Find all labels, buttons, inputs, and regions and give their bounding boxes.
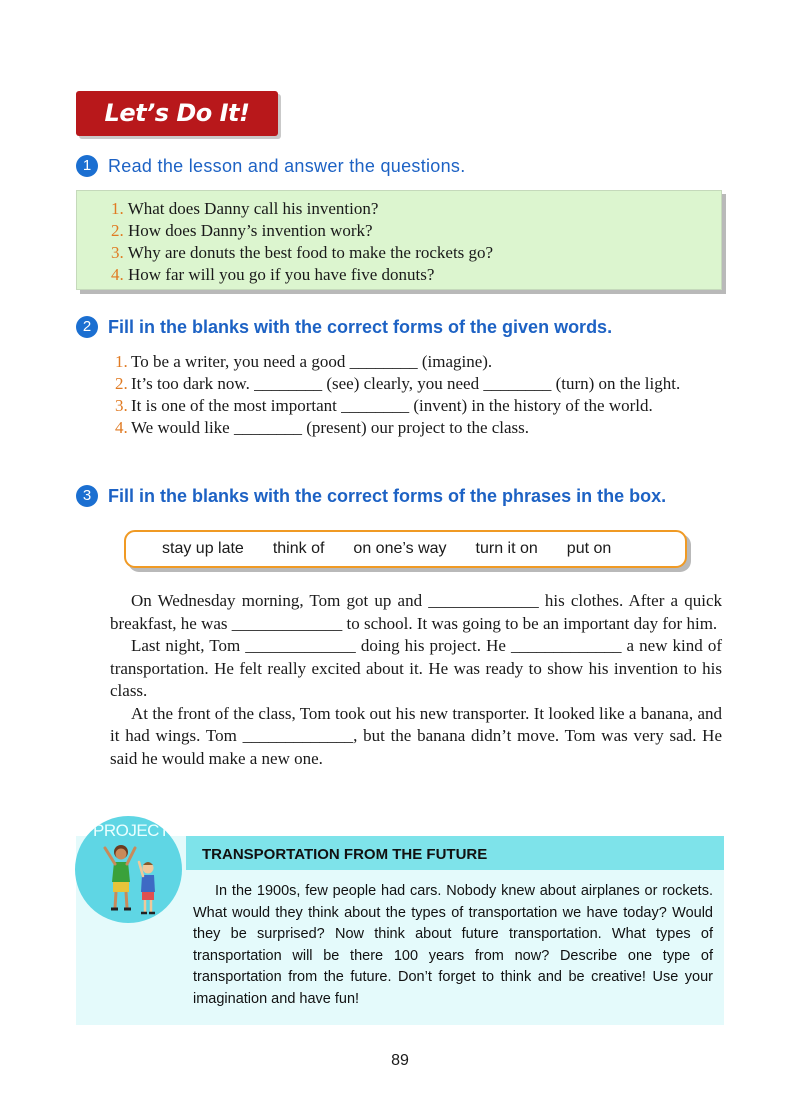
project-body bbox=[193, 881, 713, 1010]
list-item bbox=[115, 351, 725, 373]
question-text: Why are donuts the best food to make the rockets go? bbox=[127, 243, 494, 262]
exercise-2-header bbox=[76, 316, 612, 338]
exercise-2-instruction: Fill in the blanks with the correct forms of the given words. bbox=[108, 316, 613, 337]
exercise-3-instruction: Fill in the blanks with the correct forms of the phrases in the box. bbox=[108, 485, 667, 506]
list-item bbox=[115, 417, 725, 439]
exercise-3-header bbox=[76, 485, 666, 507]
question-text: How far will you go if you have five donuts? bbox=[128, 265, 435, 284]
story-paragraph: On Wednesday morning, Tom got up and _____________ his clothes. After a quick breakfast, he was _____________ to school. It was going to be an important day for him. bbox=[110, 591, 722, 633]
phrase-item: put on bbox=[566, 540, 612, 557]
question-number: 2. bbox=[111, 221, 124, 240]
exercise-1-instruction: Read the lesson and answer the questions. bbox=[108, 155, 466, 176]
item-text: It is one of the most important ________ (invent) in the history of the world. bbox=[131, 396, 653, 415]
phrase-item: on one’s way bbox=[353, 540, 447, 557]
exercise-1-header bbox=[76, 155, 466, 177]
phrase-item: think of bbox=[272, 540, 325, 557]
exercise-2-list bbox=[115, 351, 725, 439]
question-box bbox=[76, 190, 722, 290]
exercise-2-number: 2 bbox=[76, 316, 98, 338]
question-text: What does Danny call his invention? bbox=[127, 199, 379, 218]
item-number: 3. bbox=[115, 396, 128, 415]
story-paragraph: Last night, Tom _____________ doing his project. He _____________ a new kind of transportation. He felt really excited about it. He was ready to show his invention to his class. bbox=[110, 636, 722, 700]
item-number: 1. bbox=[115, 352, 128, 371]
question-item bbox=[111, 242, 721, 264]
question-item bbox=[111, 198, 721, 220]
phrase-item: turn it on bbox=[475, 540, 538, 557]
item-text: To be a writer, you need a good ________ (imagine). bbox=[131, 352, 493, 371]
phrase-box bbox=[124, 530, 687, 568]
project-badge bbox=[75, 816, 182, 923]
page-number: 89 bbox=[391, 1052, 409, 1069]
project-paragraph: In the 1900s, few people had cars. Nobody knew about airplanes or rockets. What would they think about the types of transportation we have today? Would they be surprised? Now think about future transportation. What types of transportation will be there 100 years from now? Describe one type of transportation from the future. Don’t forget to think and be creative! Use your imagination and have fun! bbox=[193, 883, 713, 1007]
item-number: 4. bbox=[115, 418, 128, 437]
project-label: PROJECT bbox=[93, 821, 169, 840]
item-number: 2. bbox=[115, 374, 128, 393]
question-number: 1. bbox=[111, 199, 124, 218]
list-item bbox=[115, 395, 725, 417]
exercise-1-number: 1 bbox=[76, 155, 98, 177]
question-item bbox=[111, 220, 721, 242]
question-text: How does Danny’s invention work? bbox=[128, 221, 373, 240]
item-text: We would like ________ (present) our project to the class. bbox=[131, 418, 530, 437]
story-paragraph: At the front of the class, Tom took out his new transporter. It looked like a banana, and it had wings. Tom _____________, but the banana didn’t move. Tom was very sad. He said he would make a new one. bbox=[110, 703, 722, 768]
question-item bbox=[111, 264, 721, 286]
lesson-banner bbox=[76, 91, 278, 136]
project-heading: TRANSPORTATION FROM THE FUTURE bbox=[186, 836, 724, 870]
phrase-item: stay up late bbox=[162, 540, 244, 557]
question-number: 4. bbox=[111, 265, 124, 284]
story-text bbox=[110, 590, 722, 770]
question-number: 3. bbox=[111, 243, 124, 262]
banner-title: Let’s Do It! bbox=[104, 99, 250, 127]
list-item bbox=[115, 373, 725, 395]
item-text: It’s too dark now. ________ (see) clearly, you need ________ (turn) on the light. bbox=[131, 374, 681, 393]
exercise-3-number: 3 bbox=[76, 485, 98, 507]
